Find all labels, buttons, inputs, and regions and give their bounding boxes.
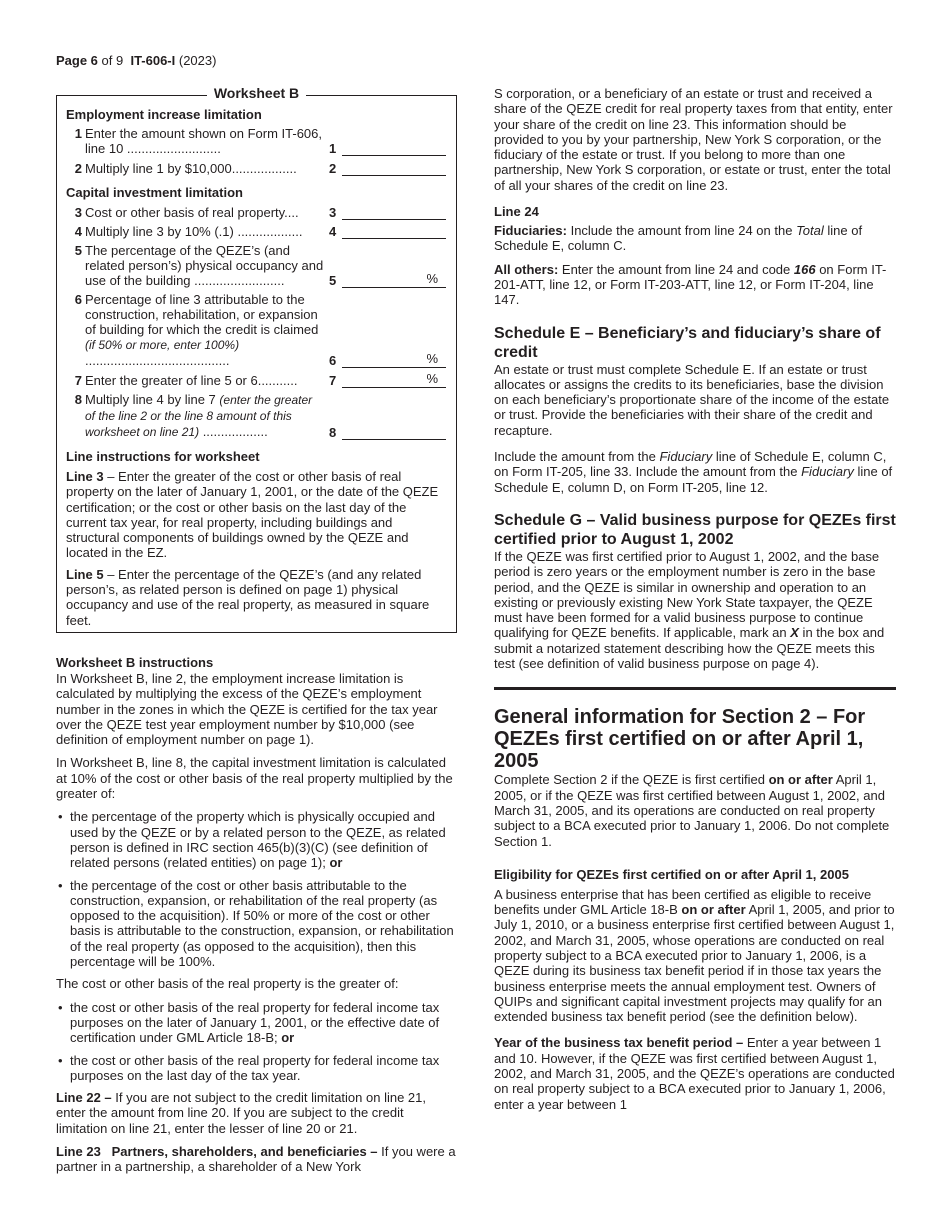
worksheet-line-3: 3 Cost or other basis of real property.... 3 (66, 205, 448, 220)
line-3-entry[interactable] (342, 205, 446, 220)
right-column: S corporation, or a beneficiary of an estate or trust and received a share of the QEZE credit for real property taxes from that entity, enter your share of the credit on line 23. This information should be provided to you by your partnership, New York S corporation, or the fiduciary of the estate or trust. If you belong to more than one partnership, New York S corporation, or estate or trust, enter the total of all your shares of the credit on line 23. Line 24 Fiduciaries: Include the amount from line 24 on the Total line of Schedule E, column C. All others: Enter the amount from line 24 and code 166 on Form IT-201-ATT, line 12, or Form IT-203-ATT, line 12, or Form IT-204, line 147. Schedule E – Beneficiary’s and fiduciary’s share of credit An estate or trust must complete Schedule E. If an estate or trust allocates or assigns the credits to its beneficiaries, base the division on each beneficiary’s proportionate share of the income of the estate or trust. Provide the beneficiaries with their share of the credit and recapture. Include the amount from the Fiduciary line of Schedule E, column C, on Form IT-205, line 33. Include the amount from the Fiduciary line of Schedule E, column D, on Form IT-205, line 12. Schedule G – Valid business purpose for QEZEs first certified prior to August 1, 2002 If the QEZE was first certified prior to August 1, 2002, and the base period is zero years or the employment number is zero in the base period, and the QEZE is similar in ownership and operation to an existing or previously existing New York State taxpayer, the QEZE must have been formed for a valid business purpose to continue qualifying for QEZE benefits. If applicable, mark an X in the box and submit a notarized statement describing how the QEZE meets this test (see definition of valid business purpose on page 4). General information for Section 2 – For QEZEs first certified on or after April 1, 2005 Complete Section 2 if the QEZE is first certified on or after April 1, 2005, or if the QEZE was first certified between August 1, 2002, and March 31, 2005, and its operations are conducted on real property subject to a BCA executed prior to January 1, 2006. Do not complete Section 1. Eligibility for QEZEs first certified on or after April 1, 2005 A business enterprise that has been certified as eligible to receive benefits under GML Article 18-B on or after April 1, 2005, and prior to July 1, 2010, or a business enterprise first certified between August 1, 2002, and March 31, 2005, whose operations are conducted on real property subject to a BCA executed prior to January 1, 2006, is a QEZE during its business tax benefit period if in those tax years the business enterprise meets the annual employment test. Owners of QUIPs and significant capital investment projects may qualify for an extended business tax benefit period (see the definition below). Year of the business tax benefit period – Enter a year between 1 and 10. However, if the QEZE was first certified between August 1, 2002, and March 31, 2005, and the QEZE’s operations are conducted on real property subject to a BCA executed prior to January 1, 2006, enter a year between 1 (494, 86, 896, 1112)
worksheet-b-instructions: Worksheet B instructions In Worksheet B, line 2, the employment increase limitation is calculated by multiplying the excess of the QEZE’s employment number in the zones in which the QEZE is certified for the tax year over the QEZE test year employment number by $10,000 (see definition of employment number on page 1). In Worksheet B, line 8, the capital investment limitation is calculated at 10% of the cost or other basis of the real property multiplied by the greater of: • the percentage of the property which is physically occupied and used by the QEZE or by a related person to the QEZE, as related person is defined in IRC section 465(b)(3)(C) (see definition of related persons (related entities) on page 1); or • the percentage of the cost or other basis attributable to the construction, expansion, or rehabilitation of the real property (as opposed to the acquisition). If 50% or more of the cost or other basis is attributable to the construction, expansion, or rehabilitation of the real property (as opposed to the acquisition), then this percentage will be 100%. The cost or other basis of the real property is the greater of: • the cost or other basis of the real property for federal income tax purposes on the later of January 1, 2001, or the effective date of certification under GML Article 18-B; or • the cost or other basis of the real property for federal income tax purposes on the last day of the tax year. Line 22 – If you are not subject to the credit limitation on line 21, enter the amount from line 20. If you are subject to the credit limitation on line 21, enter the lesser of line 20 or 21. Line 23 Partners, shareholders, and beneficiaries – If you were a partner in a partnership, a shareholder of a New York (56, 655, 457, 1175)
schedule-g-heading: Schedule G – Valid business purpose for QEZEs first certified prior to August 1, 2002 (494, 511, 896, 548)
cost-basis-list (56, 1000, 457, 1083)
schedule-g-paragraph: If the QEZE was first certified prior to August 1, 2002, and the base period is zero years or the employment number is zero in the base period, and the QEZE is similar in ownership and operation to an existing or previously existing New York State taxpayer, the QEZE must have been formed for a valid business purpose to continue qualifying for QEZE benefits. If applicable, mark an X in the box and submit a notarized statement describing how the QEZE meets this test (see definition of valid business purpose on page 4). (494, 548, 885, 672)
list-item: • the percentage of the property which is physically occupied and used by the QEZE or by a related person to the QEZE, as related person is defined in IRC section 465(b)(3)(C) (see definition of related persons (related entities) on page 1); or (56, 809, 457, 870)
list-item: • the percentage of the cost or other basis attributable to the construction, expansion, or rehabilitation of the real property (as opposed to the acquisition). If 50% or more of the cost or other basis is attributable to the construction, expansion, or rehabilitation of the real property (as opposed to the acquisition), then this percentage will be 100%. (56, 878, 457, 970)
line-4-entry[interactable] (342, 224, 446, 239)
line-24-heading: Line 24 (494, 204, 539, 220)
all-others-paragraph: All others: Enter the amount from line 24 and code 166 on Form IT-201-ATT, line 12, or Form IT-203-ATT, line 12, or Form IT-204, line 147. (494, 261, 887, 308)
line-instructions (66, 449, 448, 628)
line-6-entry[interactable]: % (342, 353, 446, 368)
list-item: • the cost or other basis of the real property for federal income tax purposes on the last day of the tax year. (56, 1053, 457, 1084)
eligibility-paragraph: A business enterprise that has been certified as eligible to receive benefits under GML Article 18-B on or after April 1, 2005, and prior to July 1, 2010, or a business enterprise first certified between August 1, 2002, and March 31, 2005, whose operations are conducted on real property subject to a BCA executed prior to January 1, 2006, is a QEZE during its business tax benefit period if in those tax years the business enterprise meets the annual employment test. Owners of QUIPs and significant capital investment projects may qualify for an extended business tax benefit period (see the definition below). (494, 886, 895, 1025)
line-22-instruction: Line 22 – If you are not subject to the credit limitation on line 21, enter the amount from line 20. If you are subject to the credit limitation on line 21, enter the lesser of line 20 or 21. (56, 1090, 426, 1136)
line-7-entry[interactable]: % (342, 373, 446, 388)
left-column (56, 86, 457, 1175)
worksheet-title: Worksheet B (207, 85, 306, 101)
page-header (56, 53, 216, 68)
line-8-entry[interactable] (342, 425, 446, 440)
schedule-e-heading: Schedule E – Beneficiary’s and fiduciary’s share of credit (494, 324, 881, 361)
page-total: of 9 (97, 53, 131, 68)
worksheet-line-8: 8 Multiply line 4 by line 7 (enter the greater of the line 2 or the line 8 amount of this worksheet on line 21) .................. 8 (66, 392, 448, 440)
section-divider (494, 687, 896, 690)
line-1-entry[interactable] (342, 141, 446, 156)
line-5-entry[interactable]: % (342, 273, 446, 288)
page-number: Page 6 (56, 53, 98, 68)
eligibility-heading: Eligibility for QEZEs first certified on or after April 1, 2005 (494, 866, 849, 882)
form-year: (2023) (175, 53, 217, 68)
line-2-entry[interactable] (342, 161, 446, 176)
worksheet-line-1: 1 Enter the amount shown on Form IT-606, line 10 .......................... 1 (66, 126, 448, 156)
capital-heading: Capital investment limitation (66, 185, 243, 200)
section-2-intro: Complete Section 2 if the QEZE is first certified on or after April 1, 2005, or if the QEZE was first certified between August 1, 2002, and March 31, 2005, and its operations are conducted on real property subject to a BCA executed prior to January 1, 2006. Do not complete Section 1. (494, 772, 890, 849)
worksheet-line-5: 5 The percentage of the QEZE’s (and related person’s) physical occupancy and use of the building ......................... 5 % (66, 243, 448, 288)
employment-heading: Employment increase limitation (66, 107, 262, 122)
line-3-instruction: Line 3 – Enter the greater of the cost or other basis of real property on the later of January 1, 2001, or the date of the QEZE certification; or the cost or other basis on the last day of the current tax year, for real property, including buildings and structural components of buildings owned by the QEZE and located in the EZ. (66, 469, 439, 561)
worksheet-b-box (56, 85, 457, 633)
year-paragraph: Year of the business tax benefit period – Enter a year between 1 and 10. However, if the QEZE was first certified between August 1, 2002, and March 31, 2005, and the QEZE’s operations are conducted on real property subject to a BCA executed prior to January 1, 2006, enter a year between 1 (494, 1035, 895, 1112)
line-23-instruction: Line 23 Partners, shareholders, and beneficiaries – If you were a partner in a partnership, a shareholder of a New York (56, 1144, 456, 1175)
wsb-instructions-heading: Worksheet B instructions (56, 655, 214, 670)
line-instructions-heading: Line instructions for worksheet (66, 449, 260, 464)
worksheet-line-2: 2 Multiply line 1 by $10,000.................. 2 (66, 161, 448, 176)
section-2-heading: General information for Section 2 – For QEZEs first certified on or after April 1, 2005 (494, 706, 866, 773)
form-number: IT-606-I (130, 53, 176, 68)
greater-of-list (56, 809, 457, 969)
worksheet-line-6: 6 Percentage of line 3 attributable to the construction, rehabilitation, or expansion of building for which the credit is claimed (if 50% or more, enter 100%) ........................................ 6 % (66, 292, 448, 368)
worksheet-line-7: 7 Enter the greater of line 5 or 6........... 7 % (66, 373, 448, 388)
list-item: • the cost or other basis of the real property for federal income tax purposes on the later of January 1, 2001, or the effective date of certification under GML Article 18-B; or (56, 1000, 457, 1046)
line-5-instruction: Line 5 – Enter the percentage of the QEZE’s (and any related person’s, as related person is defined on page 1) physical occupancy and use of the real property, as measured in square feet. (66, 566, 430, 628)
schedule-e-paragraph-2: Include the amount from the Fiduciary line of Schedule E, column C, on Form IT-205, line 33. Include the amount from the Fiduciary line of Schedule E, column D, on Form IT-205, line 12. (494, 449, 893, 495)
fiduciaries-paragraph: Fiduciaries: Include the amount from line 24 on the Total line of Schedule E, column C. (494, 223, 863, 254)
worksheet-line-4: 4 Multiply line 3 by 10% (.1) .................. 4 (66, 224, 448, 239)
